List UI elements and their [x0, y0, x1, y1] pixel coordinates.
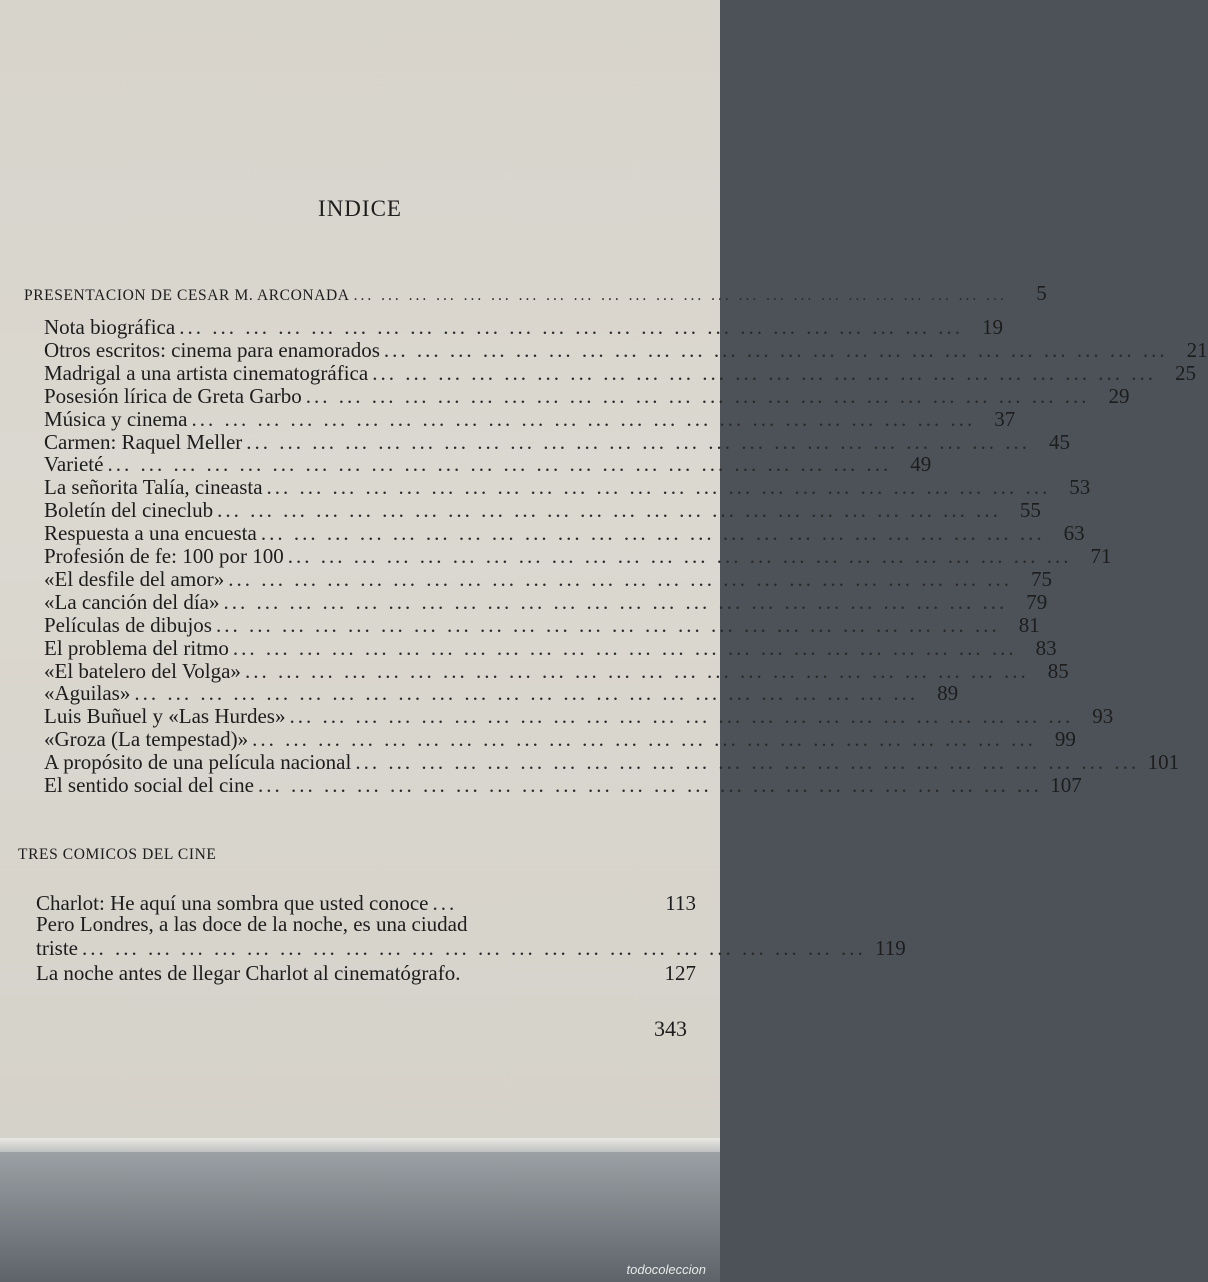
toc-entry — [44, 566, 1052, 591]
page-number: 49 — [910, 452, 932, 477]
dot-leader: ... ... ... ... ... ... ... ... ... ... ... ... ... ... ... ... ... ... ... ... ... ... ... ... — [305, 383, 1090, 408]
toc-entry — [44, 429, 1071, 454]
entry-title: Boletín del cineclub — [44, 498, 214, 523]
toc-entry — [44, 750, 1180, 775]
dot-leader: ... ... ... ... ... ... ... ... ... ... ... ... ... ... ... ... ... ... ... ... ... ... ... ... — [266, 475, 1051, 500]
entry-title: «El desfile del amor» — [44, 566, 225, 591]
page-number: 37 — [994, 406, 1016, 431]
toc-entry — [44, 315, 1003, 339]
toc-entry — [44, 589, 1048, 614]
toc-entry — [44, 406, 1016, 431]
toc-entry — [44, 521, 1085, 546]
entry-title: Otros escritos: cinema para enamorados — [44, 337, 380, 362]
entry-title: «El batelero del Volga» — [44, 658, 241, 683]
dot-leader: ... ... ... ... ... ... ... ... ... ... ... ... ... ... ... ... ... ... ... ... ... ... ... ... — [223, 589, 1008, 614]
section-header-tres-comicos: TRES COMICOS DEL CINE — [18, 846, 217, 863]
index-heading: INDICE — [318, 196, 402, 221]
page-number: 83 — [1035, 635, 1057, 660]
toc-entry — [44, 727, 1076, 752]
entry-title: «Groza (La tempestad)» — [44, 727, 249, 752]
page-number: 29 — [1108, 383, 1130, 408]
watermark-text: todocoleccion — [626, 1262, 706, 1277]
toc-entry — [36, 936, 906, 960]
entry-title: El sentido social del cine — [44, 773, 254, 797]
entry-title: Posesión lírica de Greta Garbo — [44, 383, 302, 408]
toc-entry — [44, 544, 1112, 568]
toc-entry — [36, 962, 696, 984]
dot-leader: ... ... ... ... ... ... ... ... ... ... ... ... ... ... ... ... ... ... ... ... ... ... ... ... — [246, 429, 1031, 454]
page-number: 119 — [875, 936, 906, 960]
entry-title: La noche antes de llegar Charlot al cinematógrafo. — [36, 961, 461, 985]
dot-leader: ... ... ... ... ... ... ... ... ... ... ... ... ... ... ... ... ... ... ... ... ... ... ... ... — [244, 658, 1029, 683]
dot-leader: ... ... ... ... ... ... ... ... ... ... ... ... ... ... ... ... ... ... ... ... ... ... ... ... — [289, 704, 1074, 729]
dot-leader: ... ... ... ... ... ... ... ... ... ... ... ... ... ... ... ... ... ... ... ... ... ... ... ... — [257, 773, 1042, 797]
entry-title: Nota biográfica — [44, 315, 176, 339]
page-number: 25 — [1174, 360, 1196, 385]
entry-title-continuation: triste — [36, 936, 78, 960]
page-number: 127 — [664, 961, 696, 985]
page-folio: 343 — [654, 1016, 687, 1041]
toc-entry — [44, 383, 1130, 408]
page-number: 19 — [981, 315, 1003, 339]
toc-entry — [44, 704, 1114, 729]
entry-title: Madrigal a una artista cinematográfica — [44, 360, 369, 385]
toc-entry — [44, 498, 1041, 523]
page-number: 113 — [665, 891, 696, 915]
page-number: 101 — [1147, 750, 1180, 775]
entry-title: Charlot: He aquí una sombra que usted conoce — [36, 891, 429, 915]
table-surface — [0, 1152, 720, 1282]
entry-title: La señorita Talía, cineasta — [44, 475, 263, 500]
page-number: 81 — [1018, 612, 1040, 637]
dot-leader: ... ... ... ... ... ... ... ... ... ... ... ... ... ... ... ... ... ... ... ... ... ... ... ... — [372, 360, 1156, 385]
dot-leader: ... ... ... ... ... ... ... ... ... ... ... ... ... ... ... ... ... ... ... ... ... ... ... ... — [179, 315, 963, 339]
page-number: 45 — [1049, 429, 1071, 454]
dot-leader: ... ... ... ... ... ... ... ... ... ... ... ... ... ... ... ... ... ... ... ... ... ... ... ... — [217, 498, 1001, 523]
entry-title: A propósito de una película nacional — [44, 750, 352, 775]
page-number: 99 — [1054, 727, 1076, 752]
toc-entry — [44, 475, 1091, 500]
page-number: 85 — [1047, 658, 1069, 683]
toc-entry — [44, 773, 1082, 797]
dot-leader: ... ... ... ... ... ... ... ... ... ... ... ... ... ... ... ... ... ... ... ... ... ... ... ... — [287, 544, 1072, 568]
dot-leader: ... ... ... ... ... ... ... ... ... ... ... ... ... ... ... ... ... ... ... ... ... ... ... ... — [107, 452, 892, 477]
page-number: 55 — [1019, 498, 1041, 523]
dot-leader: ... ... ... ... ... ... ... ... ... ... ... ... ... ... ... ... ... ... ... ... ... ... ... ... — [355, 750, 1140, 775]
entry-title: Varieté — [44, 452, 104, 477]
dot-leader: ... — [432, 891, 458, 915]
page-number: 53 — [1069, 475, 1091, 500]
dot-leader: ... ... ... ... ... ... ... ... ... ... ... ... ... ... ... ... ... ... ... ... ... ... ... ... — [82, 936, 866, 960]
page-number: 79 — [1026, 589, 1048, 614]
entry-title: «La canción del día» — [44, 589, 220, 614]
entry-title: Carmen: Raquel Meller — [44, 429, 243, 454]
toc-entry — [44, 635, 1057, 660]
entry-title: Respuesta a una encuesta — [44, 521, 257, 546]
entry-title: El problema del ritmo — [44, 635, 229, 660]
page-number: 5 — [1036, 281, 1047, 305]
page-number: 63 — [1063, 521, 1085, 546]
toc-entry — [44, 658, 1069, 683]
toc-entry — [44, 337, 1208, 362]
entry-title: Películas de dibujos — [44, 612, 212, 637]
page-number: 107 — [1050, 773, 1082, 797]
dot-leader: ... ... ... ... ... ... ... ... ... ... ... ... ... ... ... ... ... ... ... ... ... ... ... ... — [134, 681, 919, 706]
section-header-presentacion — [24, 281, 1047, 307]
dot-leader: ... ... ... ... ... ... ... ... ... ... ... ... ... ... ... ... ... ... ... ... ... ... ... ... — [191, 406, 976, 431]
entry-title: «Aguilas» — [44, 681, 131, 706]
dot-leader: ... ... ... ... ... ... ... ... ... ... ... ... ... ... ... ... ... ... ... ... ... ... ... ... — [232, 635, 1017, 660]
dot-leader: ... ... ... ... ... ... ... ... ... ... ... ... ... ... ... ... ... ... ... ... ... ... ... ... — [228, 566, 1012, 591]
dot-leader: ... ... ... ... ... ... ... ... ... ... ... ... ... ... ... ... ... ... ... ... ... ... ... ... — [383, 337, 1168, 362]
page-number: 93 — [1092, 704, 1114, 729]
page-number: 89 — [937, 681, 959, 706]
entry-title: Pero Londres, a las doce de la noche, es una ciudad — [36, 912, 468, 936]
toc-entry — [36, 892, 696, 914]
entry-title: Luis Buñuel y «Las Hurdes» — [44, 704, 286, 729]
dot-leader: ... ... ... ... ... ... ... ... ... ... ... ... ... ... ... ... ... ... ... ... ... ... ... ... — [353, 287, 1007, 304]
dot-leader: ... ... ... ... ... ... ... ... ... ... ... ... ... ... ... ... ... ... ... ... ... ... ... ... — [260, 521, 1045, 546]
entry-title: Profesión de fe: 100 por 100 — [44, 544, 284, 568]
section-title: PRESENTACION DE CESAR M. ARCONADA — [24, 287, 350, 304]
toc-entry — [44, 452, 932, 477]
page-number: 21 — [1186, 337, 1208, 362]
toc-entry — [44, 612, 1040, 637]
entry-title: Música y cinema — [44, 406, 188, 431]
dot-leader: ... ... ... ... ... ... ... ... ... ... ... ... ... ... ... ... ... ... ... ... ... ... ... ... — [252, 727, 1036, 752]
dot-leader: ... ... ... ... ... ... ... ... ... ... ... ... ... ... ... ... ... ... ... ... ... ... ... ... — [215, 612, 1000, 637]
page-number: 75 — [1030, 566, 1052, 591]
page-number: 71 — [1090, 544, 1112, 568]
toc-entry — [44, 360, 1196, 385]
toc-entry — [44, 681, 959, 706]
